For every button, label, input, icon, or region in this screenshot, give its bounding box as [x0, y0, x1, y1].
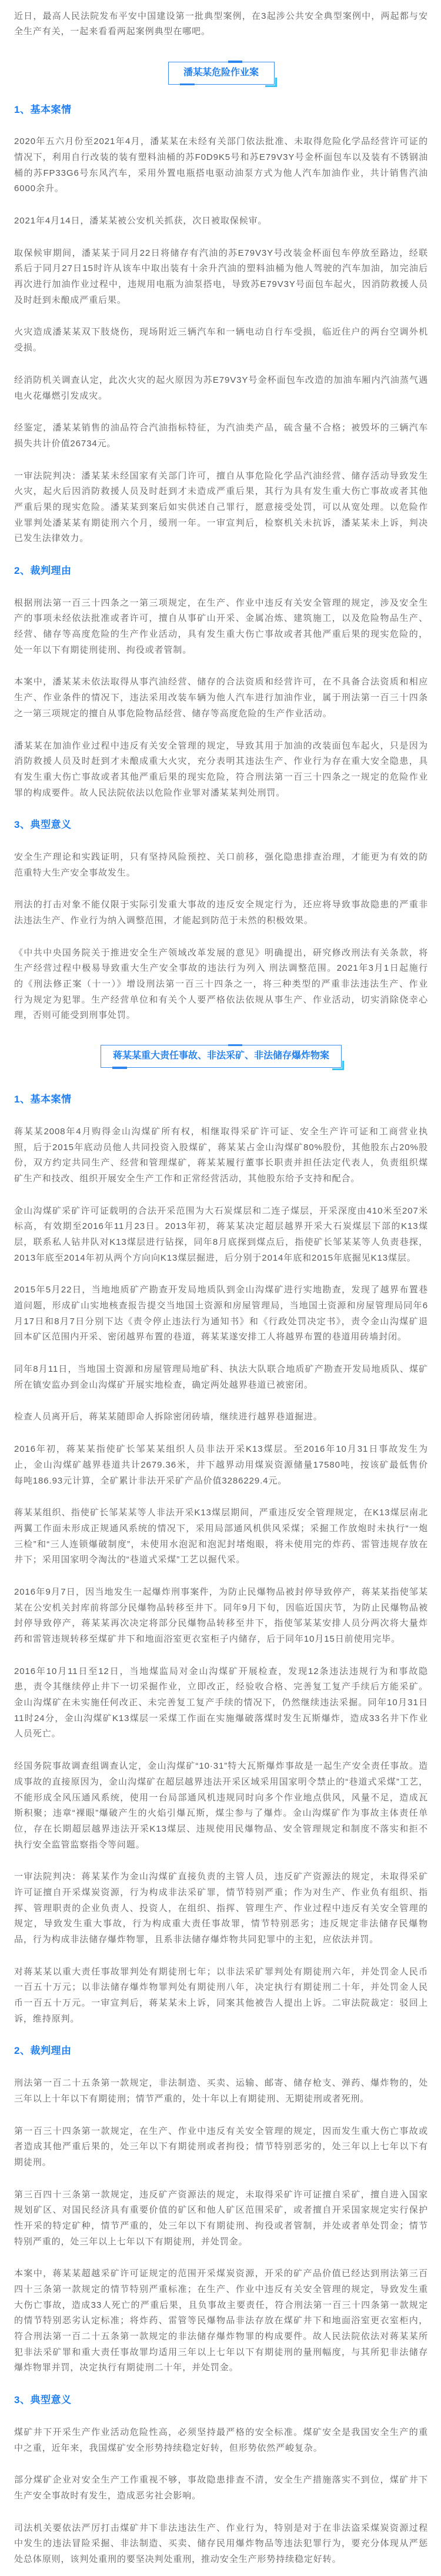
text-line: 法违法生产、作业行为纳入调整范围，才能起到防范于未然的积极效果。 [14, 916, 313, 926]
paragraph [14, 1409, 428, 1425]
text-line: 爆炸物罪并罚，决定执行有期徒刑二十年，并处罚金。 [14, 2363, 239, 2373]
text-line: 之一第三项规定的擅自从事危险物品经营、储存等高度危险的生产作业活动。 [14, 708, 332, 719]
text-line: 再次进行加油作业过程中，违规用电瓶为油泵搭电，导致苏E79V3Y号面包车起火，因消防救援人员 [14, 279, 428, 290]
text-line: 损失共计价值26734元。 [14, 438, 116, 449]
text-line: 规划矿区、对国民经济具有重要价值的矿区和他人矿区范围采矿，或者擅自开采国家规定实行保护 [14, 2205, 428, 2216]
text-line: 品，行为构成非法储存爆炸物罪，且系非法储存爆炸物共同犯罪中的主犯，应依法并罚。 [14, 1934, 379, 1944]
paragraph [14, 1964, 428, 2027]
text-line: 某在公安机关封库前将部分民爆物品转移至井下。同年9月下旬，因临近国庆节，为防止民爆物品被 [14, 1602, 428, 1613]
paragraph [14, 246, 428, 309]
text-line: 特别严重的，处三年以上七年以下有期徒刑，并处罚金。 [14, 2236, 248, 2247]
text-line: 第三百四十三条第一款规定，违反矿产资源法的规定，未取得采矿许可证擅自采矿，擅自进入国家 [14, 2189, 428, 2200]
case-title-box [168, 62, 275, 85]
text-line: 层，联系私人钻井队对K13煤层进行钻探，同年8月底探到煤点后，指使矿长邹某某等人负责巷探， [14, 1237, 428, 1247]
case-title-box-wrapper [14, 1045, 428, 1068]
text-line: 检查人员离开后，蒋某某随即命人拆除密闭砖墙，继续进行越界巷道掘进。 [14, 1412, 323, 1422]
text-line: 标高，有效期至2016年11月23日。2013年初，蒋某某决定超层越界开采大石炭煤层下部的K13煤 [14, 1221, 428, 1232]
text-line: 处总体原则，该判处重刑的要坚决判处重刑，推动安全生产形势持续稳定好转。 [14, 2554, 342, 2564]
text-line: 每吨186.93元计算，全矿累计非法开采矿产品价值3286229.4元。 [14, 1475, 288, 1486]
text-line: 司法机关要依法严厉打击煤矿井下非法违法生产、作业行为，特别是对于在非法盗采煤炭资源过程 [14, 2522, 428, 2533]
paragraph [14, 134, 428, 197]
paragraph [14, 2266, 428, 2376]
text-line: 大伤亡事故，造成33人死亡的严重后果，且负事故主要责任，符合刑法第一百三十四条第一款规定 [14, 2300, 428, 2310]
text-line: 三年以上十年以下有期徒刑；情节严重的，处十年以上有期徒刑、无期徒刑或者死刑。 [14, 2093, 370, 2104]
paragraph [14, 897, 428, 928]
case-title: 蒋某某重大责任事故、非法采矿、非法储存爆炸物案 [112, 1051, 329, 1061]
text-line: 第一百三十四条第一款规定，在生产、作业中违反有关安全管理的规定，因而发生重大伤亡事故或 [14, 2126, 428, 2136]
section-heading-significance: 3、典型意义 [14, 819, 72, 831]
title-box-top-accent [228, 61, 242, 63]
paragraph [14, 1585, 428, 1648]
text-line: 受损。 [14, 343, 42, 353]
text-line: 符合刑法第一百二十五条第一款规定的非法储存爆炸物罪的构成要件。故人民法院依法对蒋某某所 [14, 2331, 428, 2342]
paragraph [14, 1505, 428, 1568]
text-line: 的情节特别恶劣认定标准；将炸药、雷管等民爆物品非法存放在煤矿井下和地面浴室更衣室柜内， [14, 2316, 428, 2326]
text-line: 人员死亡。 [14, 1729, 61, 1739]
paragraph [14, 2521, 428, 2568]
text-line: 中发生的违法冒险采掘、非法制造、买卖、储存民用爆炸物品等违法犯罪行为，要充分体现从严惩 [14, 2538, 428, 2549]
text-line: 《中共中央国务院关于推进安全生产领域改革发展的意见》明确提出，研究修改刑法有关条款，将 [14, 947, 428, 958]
paragraph [14, 1442, 428, 1489]
text-line: 及时赶到未酿成严重后果。 [14, 295, 126, 305]
paragraph [14, 739, 428, 801]
paragraph [14, 325, 428, 356]
paragraph [14, 2425, 428, 2456]
text-line: 同年8月11日，当地国土资源和房屋管理局地矿科、执法大队联合地质矿产勘查开发局地质队、煤矿 [14, 1364, 428, 1375]
text-line: 规定，导致发生重大事故，行为构成重大责任事故罪，情节特别恶劣；违反规定非法储存民爆物 [14, 1919, 428, 1929]
text-line: 近日，最高人民法院发布平安中国建设第一批典型案例，在3起涉公共安全典型案例中，两起都与安 [14, 11, 428, 21]
text-line: 执行安全监管监察指令等问题。 [14, 1839, 145, 1850]
paragraph [14, 850, 428, 881]
paragraph [14, 1204, 428, 1267]
title-box-corner-bracket [265, 78, 277, 87]
case-1 [14, 62, 428, 1024]
text-line: 生产经营过程中极易导致重大生产安全事故的违法行为列入 刑法调整范围。2021年3月1日起施行 [14, 963, 428, 974]
paragraph [14, 1362, 428, 1393]
text-line: 对蒋某某以重大责任事故罪判处有期徒刑七年；以非法采矿罪判处有期徒刑六年，并处罚金人民币 [14, 1966, 428, 1977]
paragraph [14, 213, 428, 229]
text-line: 处一年以下有期徒刑徒刑、拘役或者管制。 [14, 644, 192, 655]
text-line: 生产安全事故时有发生，造成恶劣社会影响。 [14, 2490, 202, 2501]
text-line: 2015年5月22日，当地地质矿产勘查开发局地质队到金山沟煤矿进行实地勘查，发现了越界布置巷 [14, 1285, 428, 1295]
text-line: 一审法院判决：潘某某未经国家有关部门许可，擅自从事危险化学品汽油经营、储存活动导致发生 [14, 470, 428, 481]
paragraph [14, 1664, 428, 1742]
text-line: 刑法的打击对象不能仅限于实际引发重大事故的违反安全规定行为，还应将导致事故隐患的严重非 [14, 900, 428, 910]
text-line: 一百五十万元；以非法储存爆炸物罪判处有期徒刑八年，决定执行有期徒刑二十年，并处罚金人民 [14, 1982, 428, 1993]
text-line: 理，否则可能受到刑事处罚。 [14, 1010, 136, 1021]
text-line: 行为规定为犯罪。生产经营单位和有关个人要严格依法依规从事生产、作业活动，切实消除侥幸心 [14, 994, 428, 1005]
text-line: 所在镇安监办到金山沟煤矿开展实地检查，确定两处越界巷道已被密闭。 [14, 1379, 313, 1390]
text-line: 一审法院判决：蒋某某作为金山沟煤矿直接负责的主管人员，违反矿产资源法的规定，未取得采矿 [14, 1872, 428, 1882]
text-line: 中之重，近年来，我国煤矿安全形势持续稳定好转，但形势依然严峻复杂。 [14, 2443, 323, 2453]
text-line: 币一百五十万元。一审宣判后，蒋某某未上诉，同案其他被告人提出上诉。二审法院裁定：驳回上 [14, 1998, 428, 2009]
text-line: 金山沟煤矿在未实施任何改正、未完善复工复产手续的情况下，仍然继续违法采掘。同年10月31日 [14, 1698, 428, 1708]
text-line: 2021年4月14日，潘某某被公安机关抓获，次日被取保候审。 [14, 216, 268, 226]
text-line: 挥、管理职责的企业负责人、投资人，在组织、指挥、管理生产、作业过程中违反有关安全管理的 [14, 1903, 428, 1913]
intro-paragraph [14, 9, 428, 40]
text-line: 蒋某某组织、指使矿长邹某某等人非法开采K13煤层期间，严重违反安全管理规定，在K13煤层南北 [14, 1508, 428, 1518]
text-line: 系后于同月27日15时许从该车中取出装有十余升汽油的塑料油桶为他人驾驶的汽车加油，加完油后 [14, 263, 428, 274]
title-box-corner-bracket [332, 1061, 344, 1070]
text-line: 已发生法律效力。 [14, 533, 89, 544]
text-line: 产的事项未经依法批准或者许可，擅自从事矿山开采、金属冶炼、建筑施工，以及危险物品生产、 [14, 613, 428, 624]
text-line: 2016年初，蒋某某指使矿长邹某某组织人员非法开采K13煤层。至2016年10月31日事故发生为 [14, 1444, 428, 1455]
paragraph [14, 596, 428, 659]
text-line: 的《刑法修正案（十一）》增设刑法第一百三十四条之一，将三种类型的严重非法违法生产、作业 [14, 979, 428, 990]
text-line: 本案中，潘某某未依法取得从事汽油经营、储存的合法资质和经营许可，在不具备合法资质和相应 [14, 677, 428, 687]
text-line: 性开采的特定矿种，情节严重的，处三年以下有期徒刑、拘役或者管制，并处或者单处罚金；情节 [14, 2220, 428, 2231]
text-line: 份，双方约定共同生产、经营和管理煤矿，蒋某某履行董事长职责并担任法定代表人，负责组织煤 [14, 1158, 428, 1168]
text-line: 犯非法采矿罪和重大责任事故罪均适用三年以上七年以下有期徒刑的量刑幅度，与其所犯非法储存 [14, 2347, 428, 2357]
text-line: 两翼工作面未形成正规通风系统的情况下，采用局部通风机供风采煤；采掘工作放炮时未执行“一炮 [14, 1523, 428, 1533]
text-line: 斯积聚；违章“裸眼”爆破产生的火焰引爆瓦斯，煤尘参与了爆炸。金山沟煤矿作为事故主体责任单 [14, 1808, 428, 1819]
text-line: 照，后于2015年底动员他人共同投资入股煤矿，蒋某某占金山沟煤矿80%股份，其他股东占20%股 [14, 1142, 428, 1152]
text-line: 根据刑法第一百三十四条之一第三项规定，在生产、作业中违反有关安全管理的规定，涉及安全生 [14, 597, 428, 608]
text-line: 桶的苏FP33G6号东风汽车，采用外置电瓶搭电驱动油泵方式为他人汽车加油作业，共计销售汽油 [14, 168, 428, 178]
text-line: 严重后果的现实危险。潘某某到案后如实供述自己罪行，愿意接受处罚，可以从宽处理。以危险作 [14, 502, 428, 512]
title-box-top-accent [228, 1044, 242, 1047]
section-heading-basic-facts: 1、基本案情 [14, 1094, 72, 1105]
paragraph [14, 1759, 428, 1853]
text-line: 经消防机关调查认定，此次火灾的起火原因为苏E79V3Y号金杯面包车改造的加油车厢内汽油蒸气遇 [14, 375, 428, 385]
text-line: 本案中，蒋某某超越采矿许可证规定的范围开采煤炭资源，开采的矿产品价值已经达到刑法第三百 [14, 2268, 428, 2279]
text-line: 煤矿井下开采生产作业活动危险性高，必须坚持最严格的安全标准。煤矿安全是我国安全生产的重 [14, 2427, 428, 2437]
text-line: 回本矿区范围内开采、密闭越界布置的巷道，蒋某某遂安排工人将越界布置的巷道用砖墙封闭。 [14, 1332, 407, 1342]
paragraph [14, 469, 428, 547]
text-line: 火灾造成潘某某双下肢烧伤，现场附近三辆汽车和一辆电动自行车受损，临近住户的两台空调外机 [14, 327, 428, 338]
paragraph [14, 373, 428, 404]
text-line: 电火花爆燃引发成灾。 [14, 390, 108, 401]
text-line: 潘某某在加油作业过程中违反有关安全管理的规定，导致其用于加油的改装面包车起火，只是因为 [14, 740, 428, 751]
text-line: 罪的构成要件。故人民法院依法以危险作业罪对潘某某判处刑罚。 [14, 787, 286, 798]
text-line: 2016年10月11日至12日，当地煤监局对金山沟煤矿开展检查，发现12条违法违规行为和事故隐 [14, 1666, 428, 1676]
paragraph [14, 420, 428, 452]
text-line: 金山沟煤矿采矿许可证载明的合法开采范围为大石炭煤层和二连子煤层，开采深度由410米至207米 [14, 1205, 428, 1216]
text-line: 2013年底至2014年初从两个方向向K13煤层掘进，后分别于2014年底和2015年底掘见K13煤层。 [14, 1252, 416, 1263]
text-line: 火灾，起火后因消防救援人员及时赶到才未造成严重后果，其行为具有发生重大伤亡事故或者其他 [14, 486, 428, 497]
text-line: 安全生产理论和实践证明，只有坚持风险预控、关口前移，强化隐患排查治理，才能更为有效的防 [14, 851, 428, 862]
text-line: 封停导致停产，蒋某某再次决定将部分民爆物品转移至井下，指使邹某某安排人员分两次将大量炸 [14, 1618, 428, 1629]
text-line: 部分煤矿企业对安全生产工作重视不够，事故隐患排查不清，安全生产措施落实不到位，煤矿井下 [14, 2475, 428, 2485]
text-line: 全生产有关，一起来看看两起案例典型在哪吧。 [14, 26, 211, 37]
paragraph [14, 2124, 428, 2171]
case-2 [14, 1045, 428, 2568]
section-heading-significance: 3、典型意义 [14, 2394, 72, 2406]
text-line: 井下；采用国家明令淘汰的“巷道式采煤”工艺以掘代采。 [14, 1555, 246, 1565]
text-line: 2016年9月7日，因当地发生一起爆炸刑事案件，为防止民爆物品被封停导致停产，蒋某某指使邹某 [14, 1586, 428, 1597]
text-line: 患，责令其继续停止井下一切采掘作业，立即改正，经验收合格、完善复工复产手续后方能采矿。 [14, 1682, 428, 1692]
text-line: 矿生产和技改、组织开展安全生产工作和正常经营活动，其他股东给予支持和配合。 [14, 1173, 360, 1184]
text-line: 2020年五六月份至2021年4月，潘某某在未经有关部门依法批准、未取得危险化学品经营许可证的 [14, 136, 428, 147]
section-heading-reasoning: 2、裁判理由 [14, 565, 72, 576]
paragraph [14, 2187, 428, 2250]
text-line: 成事故的直接原因为，金山沟煤矿在超层越界违法开采区域采用国家明令禁止的“巷道式采煤”工艺， [14, 1776, 428, 1787]
text-line: 情况下，利用自行改装的装有塑料油桶的苏F0D9K5号和苏E79V3Y号金杯面包车以及装有不锈钢油 [14, 152, 428, 162]
text-line: 生产、作业条件的情况下，违法采用改装车辆为他人汽车进行加油作业，属于刑法第一百三十四条 [14, 693, 428, 703]
text-line: 取保候审期间，潘某某于同月22日将储存有汽油的苏E79V3Y号改装金杯面包车停放至路边，经联 [14, 248, 428, 258]
paragraph [14, 1124, 428, 1187]
paragraph [14, 674, 428, 721]
text-line: 范重特大生产安全事故发生。 [14, 867, 136, 878]
case-title: 潘某某危险作业案 [183, 67, 259, 78]
text-line: 11时24分，金山沟煤矿K13煤层一采煤工作面在实施爆破落煤时发生瓦斯爆炸，造成33名井下作业 [14, 1713, 428, 1723]
text-line: 许可证擅自开采煤炭资源，行为构成非法采矿罪，情节特别严重；作为对生产、作业负有组织、指 [14, 1887, 428, 1897]
text-line: 经国务院事故调查组调查认定，金山沟煤矿“10·31”特大瓦斯爆炸事故是一起生产安全责任事故。造 [14, 1761, 428, 1772]
text-line: 道问题，形成矿山实地核查报告提交当地国土资源和房屋管理局，当地国土资源和房屋管理局同年6 [14, 1301, 428, 1311]
text-line: 止，金山沟煤矿越界巷道共计2679.36米，井下越界动用煤炭资源储量17580吨，按该矿最低售价 [14, 1459, 428, 1470]
text-line: 三检”和“三人连锁爆破制度”，未使用水泡泥和泡泥封堵炮眼，将未使用完的炸药、雷管违规存放在 [14, 1539, 428, 1549]
text-line: 四十三条第一款规定的情节特别严重标准；在生产、作业中违反有关安全管理的规定，导致发生重 [14, 2284, 428, 2294]
paragraph [14, 1869, 428, 1947]
text-line: 业罪判处潘某某有期徒刑六个月，缓刑一年。一审宣判后，检察机关未抗诉，潘某某未上诉，判决 [14, 517, 428, 528]
text-line: 6000余升。 [14, 183, 64, 194]
text-line: 药和雷管违规转移至煤矿井下和地面浴室更衣室柜子内储存，后于同年10月15日前使用完毕。 [14, 1634, 401, 1644]
text-line: 蒋某某2008年4月购得金山沟煤矿所有权，相继取得采矿许可证、安全生产许可证和工商营业执 [14, 1126, 428, 1137]
text-line: 经营、储存等高度危险的生产作业活动，具有发生重大伤亡事故或者其他严重后果的现实危险的， [14, 629, 428, 640]
text-line: 刑法第一百二十五条第一款规定，非法制造、买卖、运输、邮寄、储存枪支、弹药、爆炸物的，处 [14, 2078, 428, 2089]
paragraph [14, 2473, 428, 2504]
text-line: 不能形成全风压通风系统，使用一台局部通风机违规同时向多个作业地点供风，风量不足，造成瓦 [14, 1792, 428, 1803]
section-heading-basic-facts: 1、基本案情 [14, 103, 72, 115]
text-line: 诉，维持原判。 [14, 2013, 80, 2024]
case-title-box [101, 1045, 342, 1068]
title-box-bottom-accent [112, 1067, 127, 1069]
text-line: 消防救援人员及时赶到才未酿成重大火灾，充分表明其违法生产、作业行为存在重大安全隐患，具 [14, 756, 428, 767]
paragraph [14, 945, 428, 1024]
text-line: 者造成其他严重后果的，处三年以下有期徒刑或者拘役；情节特别恶劣的，处三年以上七年以下有 [14, 2141, 428, 2152]
text-line: 有发生重大伤亡事故或者其他严重后果的现实危险，符合刑法第一百三十四条之一规定的危险作业 [14, 771, 428, 782]
paragraph [14, 2076, 428, 2107]
title-box-bottom-accent [180, 83, 195, 86]
text-line: 位，存在长期超层越界违法开采K13煤层、违规使用民爆物品、安全管理规定和制度不落实和拒不 [14, 1823, 428, 1834]
section-heading-reasoning: 2、裁判理由 [14, 2045, 72, 2057]
text-line: 月17日和8月7日分别下达《责令停止违法行为通知书》和《行政处罚决定书》，责令金山沟煤矿退 [14, 1316, 428, 1327]
case-title-box-wrapper [14, 62, 428, 85]
text-line: 经鉴定，潘某某销售的油品符合汽油指标特征，为汽油类产品，硫含量不合格；被毁坏的三辆汽车 [14, 423, 428, 433]
text-line: 期徒刑。 [14, 2157, 52, 2167]
paragraph [14, 1282, 428, 1345]
